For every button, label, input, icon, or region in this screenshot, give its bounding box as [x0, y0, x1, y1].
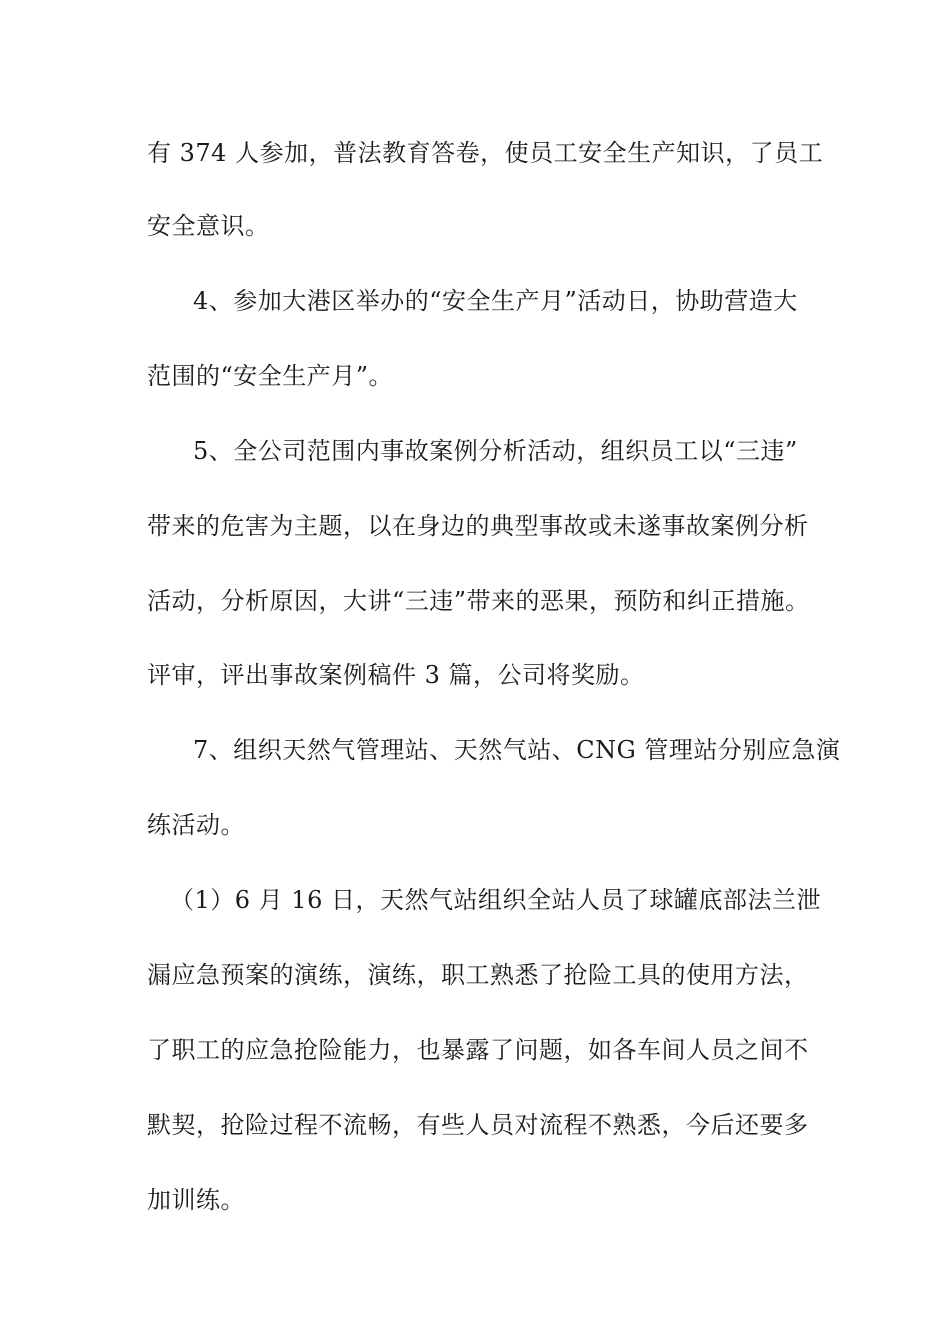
text-line: 活动，分析原因，大讲“三违”带来的恶果，预防和纠正措施。: [147, 587, 810, 615]
text-line: 4、参加大港区举办的“安全生产月”活动日，协助营造大: [193, 287, 798, 315]
text-line: 有 374 人参加，普法教育答卷，使员工安全生产知识，了员工: [147, 139, 824, 167]
text-line: 练活动。: [147, 811, 245, 839]
text-line: 默契，抢险过程不流畅，有些人员对流程不熟悉，今后还要多: [147, 1111, 809, 1139]
text-line: 5、全公司范围内事故案例分析活动，组织员工以“三违”: [193, 437, 798, 465]
text-line: （1）6 月 16 日，天然气站组织全站人员了球罐底部法兰泄: [170, 886, 821, 914]
text-line: 了职工的应急抢险能力，也暴露了问题，如各车间人员之间不: [147, 1036, 809, 1064]
text-line: 7、组织天然气管理站、天然气站、CNG 管理站分别应急演: [193, 736, 841, 764]
text-line: 带来的危害为主题，以在身边的典型事故或未遂事故案例分析: [147, 512, 809, 540]
text-line: 漏应急预案的演练，演练，职工熟悉了抢险工具的使用方法，: [147, 961, 809, 989]
text-line: 范围的“安全生产月”。: [147, 362, 394, 390]
text-line: 安全意识。: [147, 212, 270, 240]
text-line: 加训练。: [147, 1186, 245, 1214]
text-line: 评审，评出事故案例稿件 3 篇，公司将奖励。: [147, 661, 645, 689]
